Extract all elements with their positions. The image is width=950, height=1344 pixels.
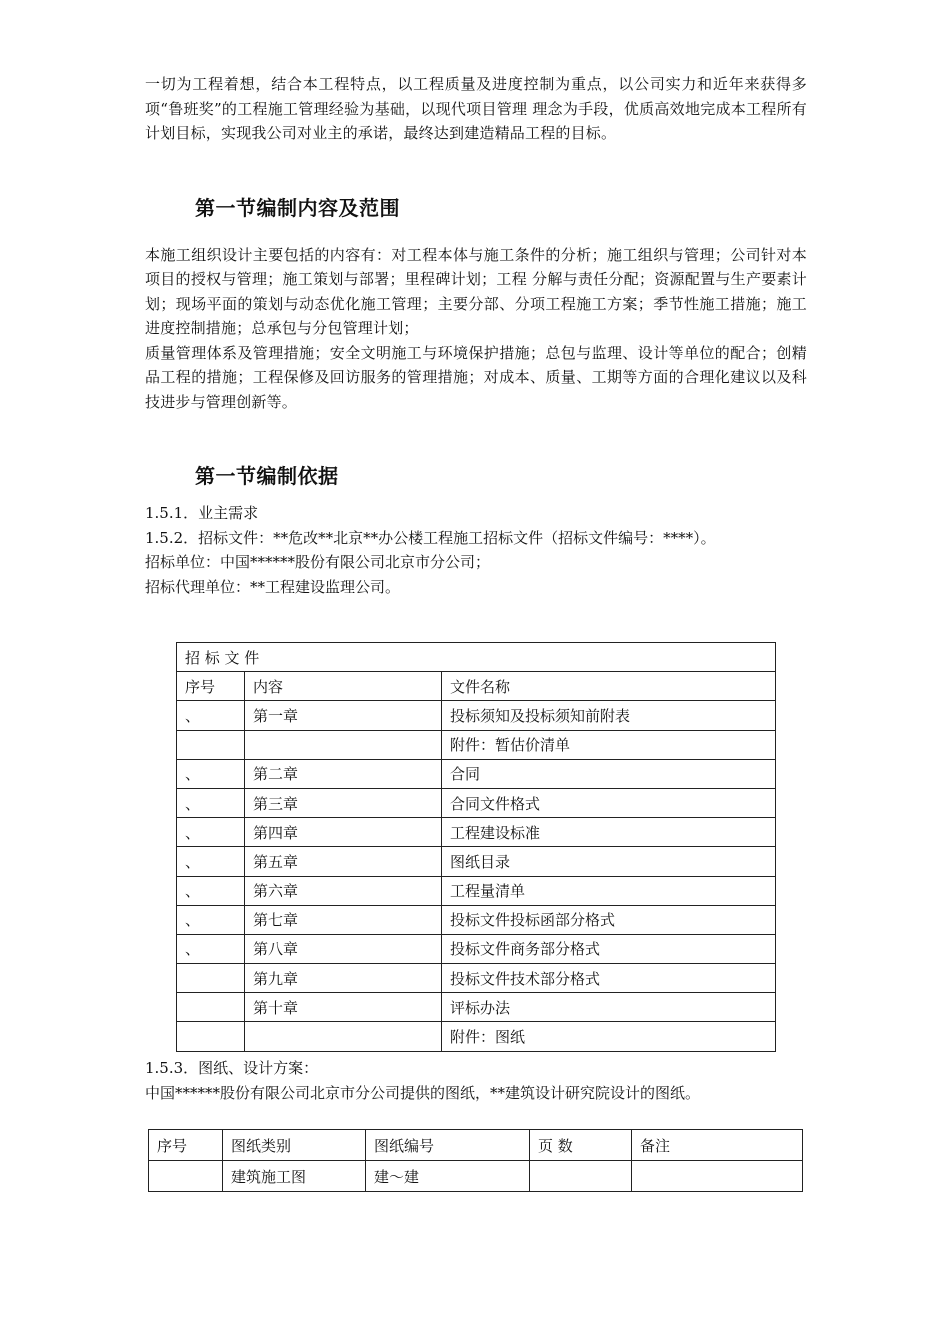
drawings-heading: 1.5.3．图纸、设计方案： bbox=[145, 1059, 319, 1077]
intro-paragraph: 一切为工程着想，结合本工程特点，以工程质量及进度控制为重点，以公司实力和近年来获得多项“鲁班奖”的工程施工管理经验为基础，以现代项目管理 理念为手段，优质高效地完成本工程所有计划目标，实现我公司对业主的承诺，最终达到建造精品工程的目标。 bbox=[145, 75, 807, 142]
table-cell: 投标文件商务部分格式 bbox=[442, 934, 776, 963]
table-row bbox=[177, 905, 776, 934]
table-cell: 附件：图纸 bbox=[442, 1022, 776, 1051]
table-header-row bbox=[149, 1130, 803, 1161]
table-cell: 第二章 bbox=[245, 759, 442, 788]
table-title: 招 标 文 件 bbox=[177, 643, 776, 672]
table-header-row bbox=[177, 672, 776, 701]
column-header: 图纸类别 bbox=[223, 1130, 366, 1161]
table-cell: 第七章 bbox=[245, 905, 442, 934]
table-row bbox=[177, 934, 776, 963]
table-cell: 第一章 bbox=[245, 701, 442, 730]
section-heading-scope: 第一节编制内容及范围 bbox=[195, 195, 400, 220]
table-cell: 、 bbox=[177, 847, 245, 876]
table-cell: 第四章 bbox=[245, 818, 442, 847]
table-cell: 图纸目录 bbox=[442, 847, 776, 876]
table-cell bbox=[530, 1161, 632, 1192]
table-row bbox=[177, 818, 776, 847]
scope-paragraph-2: 质量管理体系及管理措施；安全文明施工与环境保护措施；总包与监理、设计等单位的配合；创精品工程的措施；工程保修及回访服务的管理措施；对成本、质量、工期等方面的合理化建议以及科技进步与管理创新等。 bbox=[145, 343, 807, 411]
table-row bbox=[177, 993, 776, 1022]
table-cell: 附件：暂估价清单 bbox=[442, 730, 776, 759]
table-cell bbox=[245, 730, 442, 759]
table-cell: 、 bbox=[177, 701, 245, 730]
table-cell: 第九章 bbox=[245, 964, 442, 993]
section-heading-basis: 第一节编制依据 bbox=[195, 464, 339, 488]
table-cell: 、 bbox=[177, 759, 245, 788]
table-cell bbox=[177, 730, 245, 759]
table-row bbox=[177, 1022, 776, 1051]
bid-documents-table bbox=[176, 642, 776, 1052]
table-cell: 建～建 bbox=[366, 1161, 530, 1192]
drawings-line: 中国******股份有限公司北京市分公司提供的图纸，**建筑设计研究院设计的图纸。 bbox=[145, 1083, 701, 1102]
scope-paragraph-1: 本施工组织设计主要包括的内容有：对工程本体与施工条件的分析；施工组织与管理；公司针对本项目的授权与管理；施工策划与部署；里程碑计划；工程 分解与责任分配；资源配置与生产要素计划；现场平面的策划与动态优化施工管理；主要分部、分项工程施工方案；季节性施工措施；施工进度控制措施；总承包与分包管理计划； bbox=[145, 245, 807, 337]
drawings-table bbox=[148, 1129, 803, 1192]
table-title-row bbox=[177, 643, 776, 672]
table-cell: 投标文件技术部分格式 bbox=[442, 964, 776, 993]
table-cell: 工程量清单 bbox=[442, 876, 776, 905]
table-cell bbox=[632, 1161, 803, 1192]
table-cell: 评标办法 bbox=[442, 993, 776, 1022]
table-row bbox=[149, 1161, 803, 1192]
table-row bbox=[177, 847, 776, 876]
table-row bbox=[177, 788, 776, 817]
drawings-section bbox=[145, 1056, 807, 1105]
table-cell bbox=[177, 993, 245, 1022]
column-header: 序号 bbox=[177, 672, 245, 701]
table-row bbox=[177, 964, 776, 993]
column-header: 文件名称 bbox=[442, 672, 776, 701]
basis-line: 1.5.1．业主需求 bbox=[145, 504, 259, 522]
table-cell bbox=[149, 1161, 223, 1192]
table-cell: 第六章 bbox=[245, 876, 442, 905]
table-cell: 、 bbox=[177, 934, 245, 963]
column-header: 图纸编号 bbox=[366, 1130, 530, 1161]
basis-line: 1.5.2．招标文件：**危改**北京**办公楼工程施工招标文件（招标文件编号：****）。 bbox=[145, 528, 716, 547]
table-row bbox=[177, 730, 776, 759]
table-cell bbox=[177, 964, 245, 993]
table-cell: 、 bbox=[177, 818, 245, 847]
basis-line: 招标单位：中国******股份有限公司北京市分公司； bbox=[145, 553, 491, 571]
table-row bbox=[177, 701, 776, 730]
table-cell: 、 bbox=[177, 876, 245, 905]
basis-list bbox=[145, 501, 807, 599]
table-cell: 第十章 bbox=[245, 993, 442, 1022]
basis-line: 招标代理单位：**工程建设监理公司。 bbox=[145, 577, 401, 596]
table-cell: 投标文件投标函部分格式 bbox=[442, 905, 776, 934]
table-cell: 合同文件格式 bbox=[442, 788, 776, 817]
table-cell: 、 bbox=[177, 905, 245, 934]
table-row bbox=[177, 759, 776, 788]
column-header: 序号 bbox=[149, 1130, 223, 1161]
table-cell: 第八章 bbox=[245, 934, 442, 963]
table-cell bbox=[177, 1022, 245, 1051]
table-cell: 合同 bbox=[442, 759, 776, 788]
table-cell: 建筑施工图 bbox=[223, 1161, 366, 1192]
table-cell: 投标须知及投标须知前附表 bbox=[442, 701, 776, 730]
column-header: 内容 bbox=[245, 672, 442, 701]
table-cell: 工程建设标准 bbox=[442, 818, 776, 847]
table-row bbox=[177, 876, 776, 905]
table-cell: 第五章 bbox=[245, 847, 442, 876]
table-cell bbox=[245, 1022, 442, 1051]
column-header: 备注 bbox=[632, 1130, 803, 1161]
table-cell: 第三章 bbox=[245, 788, 442, 817]
column-header: 页 数 bbox=[530, 1130, 632, 1161]
table-cell: 、 bbox=[177, 788, 245, 817]
